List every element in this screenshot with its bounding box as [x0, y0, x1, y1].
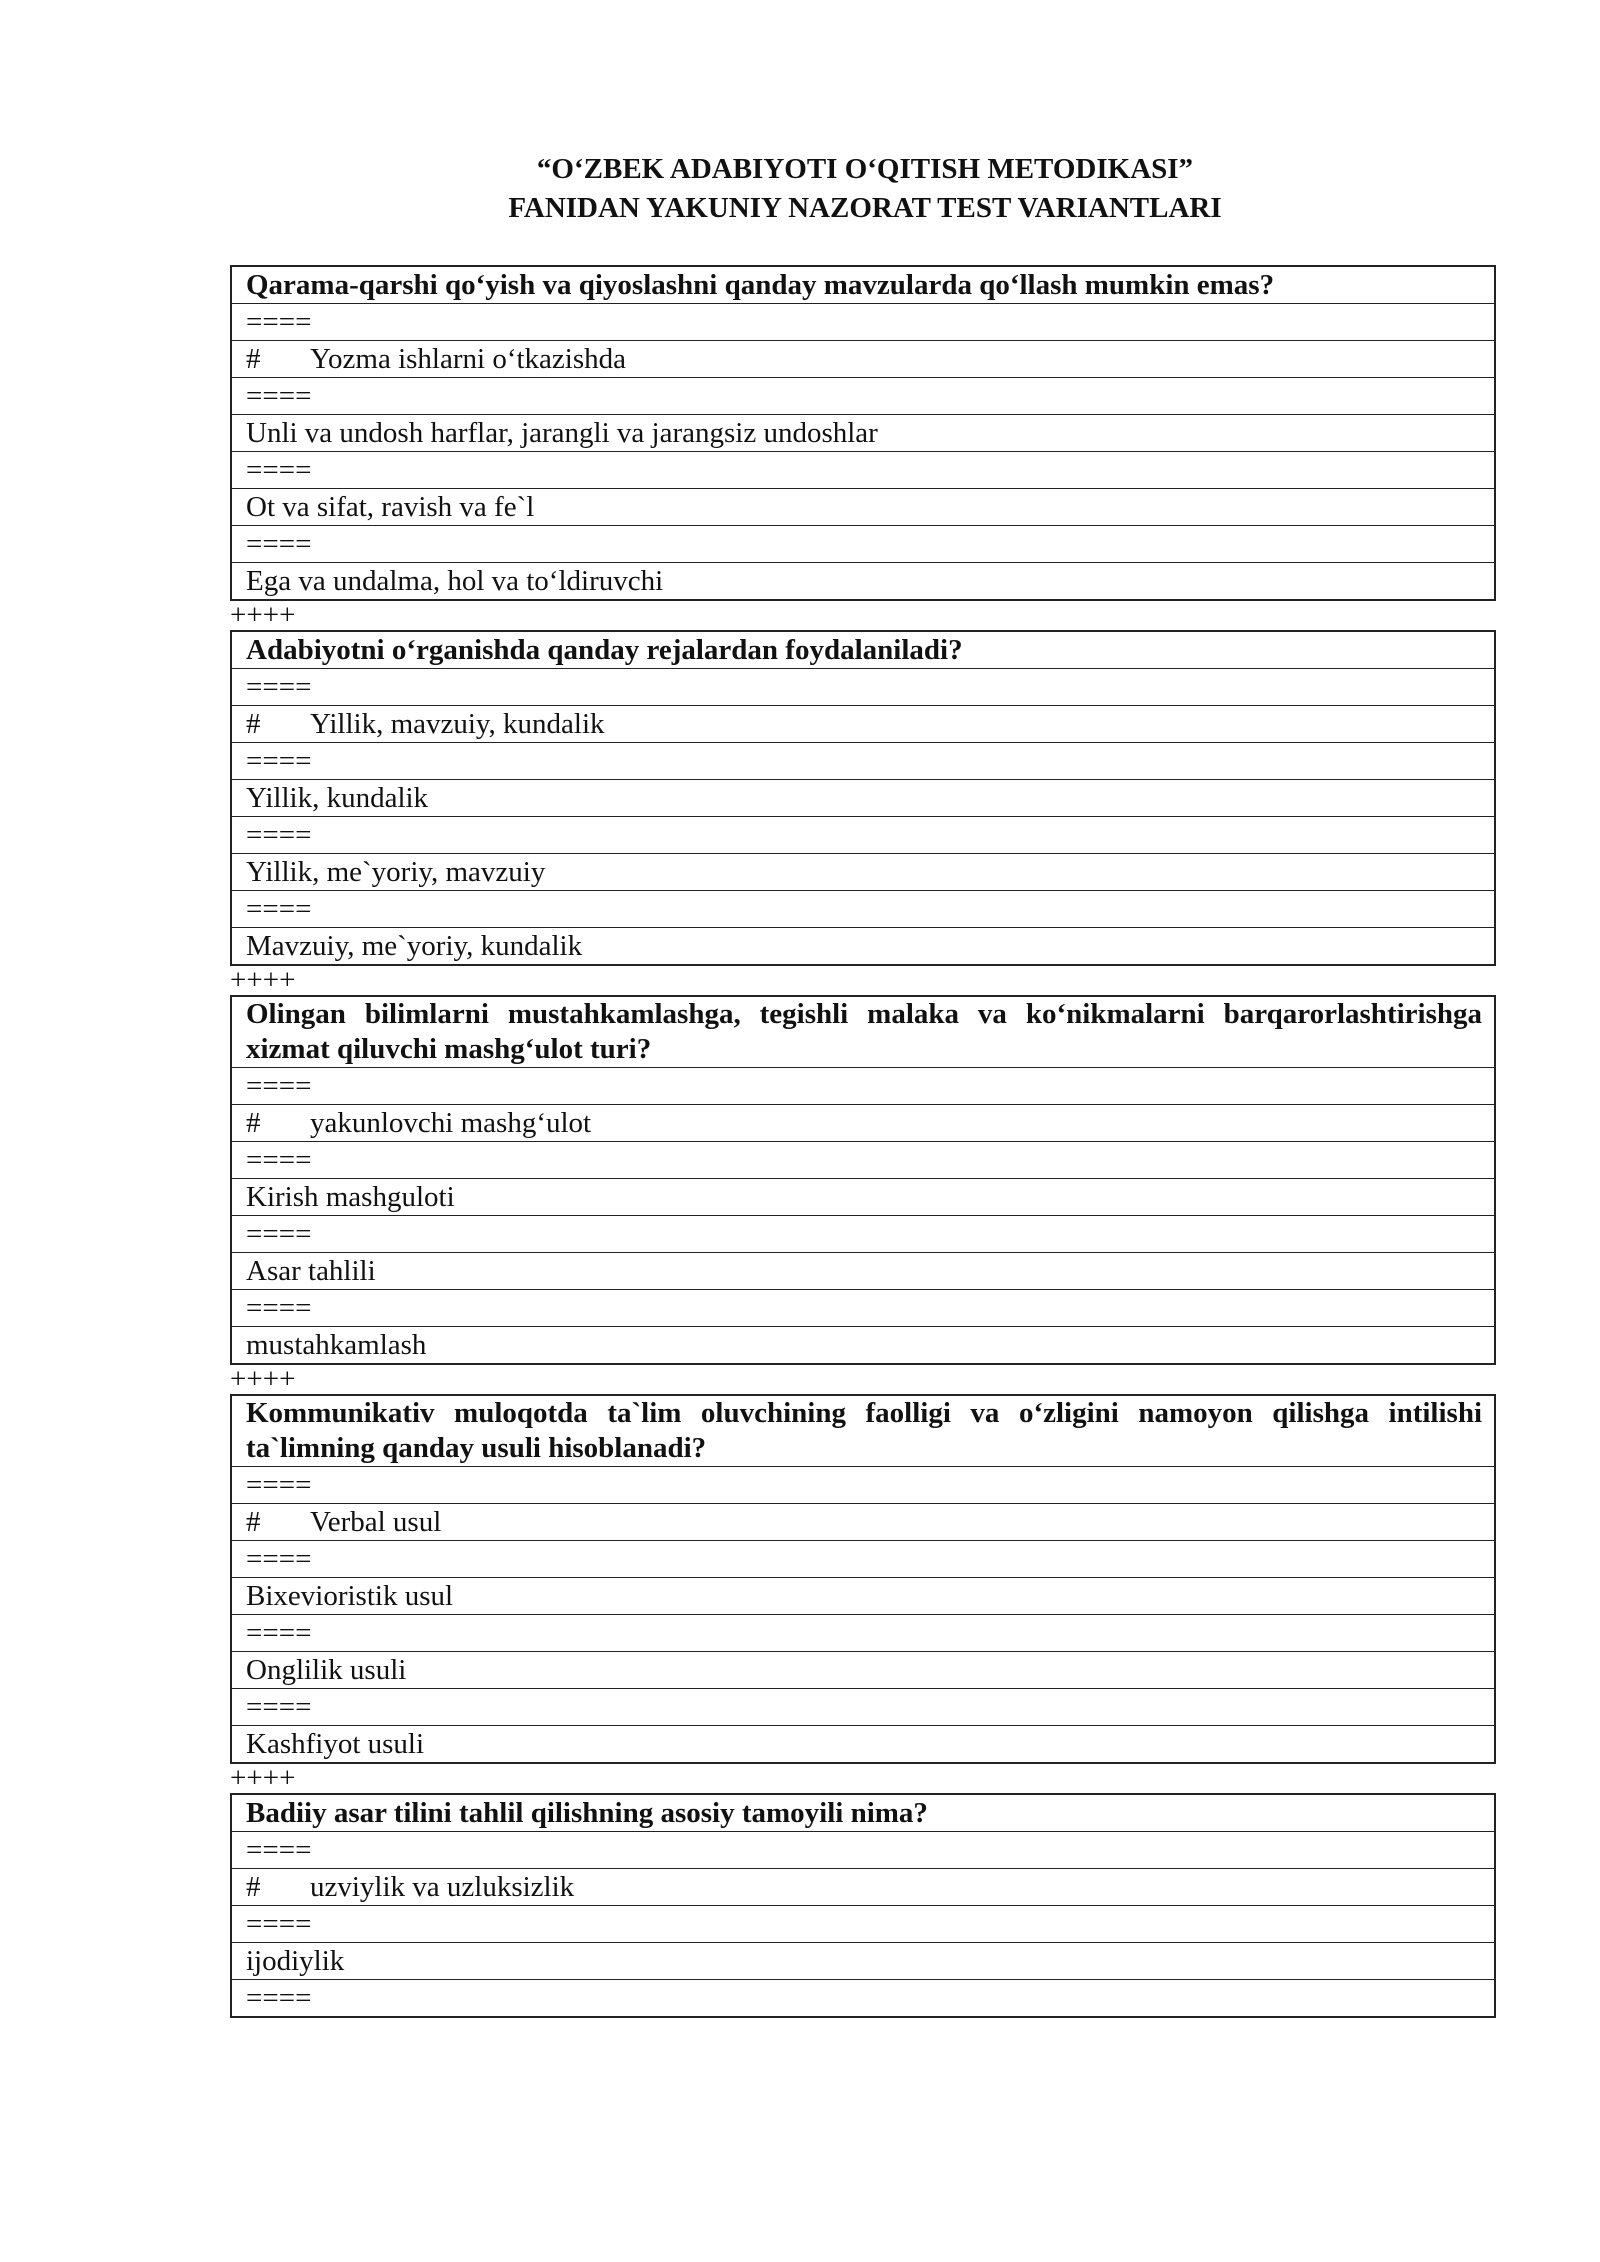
table-row	[231, 1906, 1495, 1943]
answer-option: Bixevioristik usul	[231, 1578, 1495, 1615]
separator-row: ====	[231, 1832, 1495, 1869]
table-row	[231, 706, 1495, 743]
question-end-marker: ++++	[230, 964, 296, 996]
correct-answer-marker: #	[246, 1870, 261, 1903]
table-row	[231, 1467, 1495, 1504]
separator-row: ====	[231, 669, 1495, 706]
question-table	[230, 630, 1496, 966]
separator-row: ====	[231, 1216, 1495, 1253]
correct-answer-text: uzviylik va uzluksizlik	[310, 1870, 575, 1903]
separator-row: ====	[231, 743, 1495, 780]
question-end-marker: ++++	[230, 1762, 296, 1794]
answer-option: Onglilik usuli	[231, 1652, 1495, 1689]
separator-row: ====	[231, 378, 1495, 415]
answer-option: Yillik, kundalik	[231, 780, 1495, 817]
document-title	[230, 150, 1500, 228]
separator-row: ====	[231, 1068, 1495, 1105]
table-row	[231, 1216, 1495, 1253]
table-row	[231, 1068, 1495, 1105]
question-text: Olingan bilimlarni mustahkamlashga, tegishli malaka va ko‘nikmalarni barqarorlashtirishga xizmat qiluvchi mashg‘ulot turi?	[231, 996, 1495, 1068]
table-row	[231, 526, 1495, 563]
table-row	[231, 1615, 1495, 1652]
separator-row: ====	[231, 1142, 1495, 1179]
table-row	[231, 341, 1495, 378]
separator-row: ====	[231, 1467, 1495, 1504]
table-row	[231, 1726, 1495, 1764]
answer-option: Kashfiyot usuli	[231, 1726, 1495, 1764]
question-table	[230, 1793, 1496, 2018]
table-row	[231, 891, 1495, 928]
table-row	[231, 378, 1495, 415]
table-row	[231, 1105, 1495, 1142]
answer-option: Unli va undosh harflar, jarangli va jarangsiz undoshlar	[231, 415, 1495, 452]
separator-row: ====	[231, 1615, 1495, 1652]
answer-option: Mavzuiy, me`yoriy, kundalik	[231, 928, 1495, 966]
table-row	[231, 1689, 1495, 1726]
table-row	[231, 563, 1495, 601]
answer-option: Asar tahlili	[231, 1253, 1495, 1290]
separator-row: ====	[231, 1689, 1495, 1726]
table-row	[231, 1869, 1495, 1906]
table-row	[231, 780, 1495, 817]
document-title-line-1: “O‘ZBEK ADABIYOTI O‘QITISH METODIKASI”	[536, 153, 1194, 185]
question-table	[230, 265, 1496, 601]
answer-option: Yillik, me`yoriy, mavzuiy	[231, 854, 1495, 891]
table-row	[231, 928, 1495, 966]
table-row	[231, 304, 1495, 341]
correct-answer-text: Yozma ishlarni o‘tkazishda	[310, 342, 626, 375]
table-row	[231, 452, 1495, 489]
separator-row: ====	[231, 452, 1495, 489]
correct-answer-marker: #	[246, 1106, 261, 1139]
separator-row: ====	[231, 1541, 1495, 1578]
table-row	[231, 1142, 1495, 1179]
separator-row: ====	[231, 817, 1495, 854]
table-row	[231, 1980, 1495, 2018]
table-row	[231, 489, 1495, 526]
table-row	[231, 1253, 1495, 1290]
table-row	[231, 669, 1495, 706]
table-row	[231, 1794, 1495, 1832]
question-text: Adabiyotni o‘rganishda qanday rejalardan foydalaniladi?	[231, 631, 1495, 669]
table-row	[231, 1179, 1495, 1216]
table-row	[231, 266, 1495, 304]
table-row	[231, 996, 1495, 1068]
question-list	[230, 265, 1496, 2018]
question-end-marker: ++++	[230, 599, 296, 631]
table-row	[231, 415, 1495, 452]
answer-option: Ega va undalma, hol va to‘ldiruvchi	[231, 563, 1495, 601]
correct-answer-row	[231, 1869, 1495, 1906]
table-row	[231, 817, 1495, 854]
correct-answer-marker: #	[246, 342, 261, 375]
correct-answer-row	[231, 341, 1495, 378]
question-text: Kommunikativ muloqotda ta`lim oluvchining faolligi va o‘zligini namoyon qilishga intilishi ta`limning qanday usuli hisoblanadi?	[231, 1395, 1495, 1467]
correct-answer-text: yakunlovchi mashg‘ulot	[310, 1106, 592, 1139]
separator-row: ====	[231, 304, 1495, 341]
table-row	[231, 1290, 1495, 1327]
question-table	[230, 995, 1496, 1365]
correct-answer-row	[231, 706, 1495, 743]
correct-answer-row	[231, 1105, 1495, 1142]
separator-row: ====	[231, 1290, 1495, 1327]
answer-option: ijodiylik	[231, 1943, 1495, 1980]
answer-option: Kirish mashguloti	[231, 1179, 1495, 1216]
correct-answer-marker: #	[246, 1505, 261, 1538]
table-row	[231, 1832, 1495, 1869]
answer-option: mustahkamlash	[231, 1327, 1495, 1365]
table-row	[231, 1395, 1495, 1467]
table-row	[231, 1943, 1495, 1980]
table-row	[231, 1504, 1495, 1541]
correct-answer-marker: #	[246, 707, 261, 740]
separator-row: ====	[231, 526, 1495, 563]
question-table	[230, 1394, 1496, 1764]
table-row	[231, 854, 1495, 891]
separator-row: ====	[231, 1906, 1495, 1943]
correct-answer-text: Yillik, mavzuiy, kundalik	[310, 707, 605, 740]
table-row	[231, 1327, 1495, 1365]
question-text: Badiiy asar tilini tahlil qilishning asosiy tamoyili nima?	[231, 1794, 1495, 1832]
table-row	[231, 1578, 1495, 1615]
separator-row: ====	[231, 891, 1495, 928]
separator-row: ====	[231, 1980, 1495, 2018]
table-row	[231, 1652, 1495, 1689]
question-text: Qarama-qarshi qo‘yish va qiyoslashni qanday mavzularda qo‘llash mumkin emas?	[231, 266, 1495, 304]
table-row	[231, 1541, 1495, 1578]
table-row	[231, 631, 1495, 669]
question-end-marker: ++++	[230, 1363, 296, 1395]
correct-answer-text: Verbal usul	[310, 1505, 442, 1538]
table-row	[231, 743, 1495, 780]
document-title-line-2: FANIDAN YAKUNIY NAZORAT TEST VARIANTLARI	[508, 192, 1222, 224]
answer-option: Ot va sifat, ravish va fe`l	[231, 489, 1495, 526]
correct-answer-row	[231, 1504, 1495, 1541]
